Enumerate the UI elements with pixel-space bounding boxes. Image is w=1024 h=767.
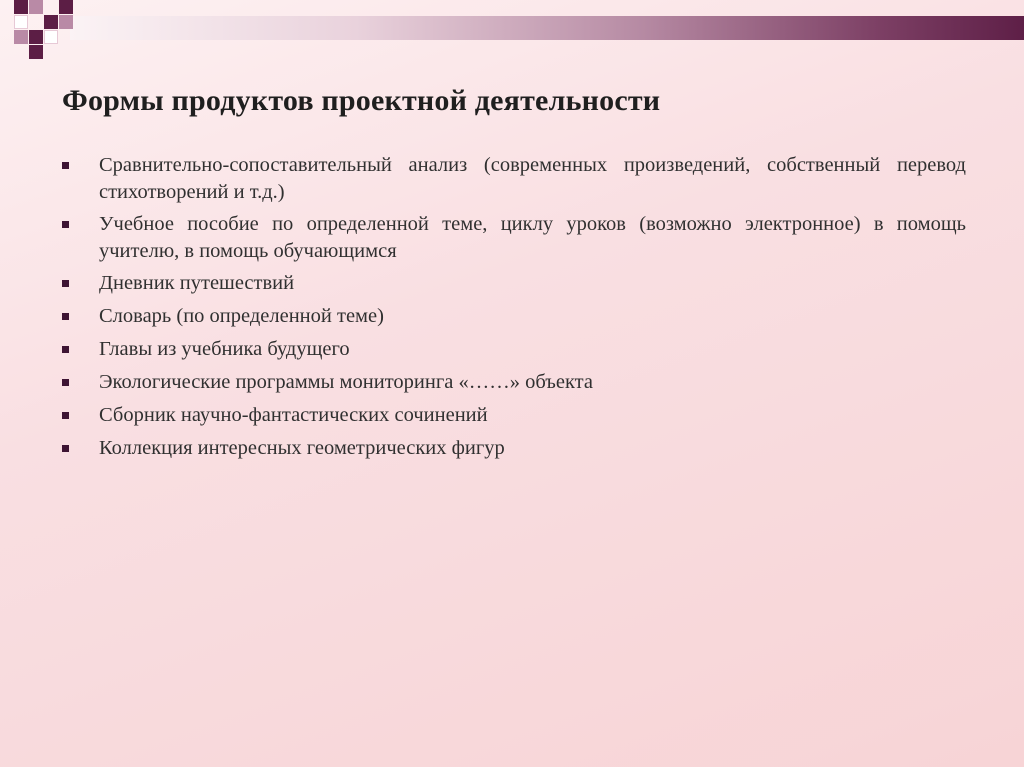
square-bullet-icon xyxy=(62,162,69,169)
bullet-list xyxy=(62,152,966,468)
list-item xyxy=(62,303,966,330)
square-bullet-icon xyxy=(62,280,69,287)
list-item xyxy=(62,152,966,206)
square-bullet-icon xyxy=(62,313,69,320)
square-bullet-icon xyxy=(62,221,69,228)
list-item-text: Дневник путешествий xyxy=(99,272,295,294)
list-item-text: Главы из учебника будущего xyxy=(99,338,350,360)
list-item xyxy=(62,435,966,462)
list-item xyxy=(62,402,966,429)
square-bullet-icon xyxy=(62,346,69,353)
square-bullet-icon xyxy=(62,412,69,419)
list-item xyxy=(62,211,966,265)
list-item-text: Учебное пособие по определенной теме, циклу уроков (возможно электронное) в помощь учителю, в помощь обучающимся xyxy=(99,213,966,262)
square-bullet-icon xyxy=(62,379,69,386)
list-item-text: Сборник научно-фантастических сочинений xyxy=(99,404,488,426)
list-item-text: Словарь (по определенной теме) xyxy=(99,305,384,327)
list-item-text: Коллекция интересных геометрических фигур xyxy=(99,437,505,459)
list-item xyxy=(62,336,966,363)
slide-title: Формы продуктов проектной деятельности xyxy=(62,84,661,117)
list-item xyxy=(62,369,966,396)
square-bullet-icon xyxy=(62,445,69,452)
list-item-text: Экологические программы мониторинга «……» объекта xyxy=(99,371,593,393)
list-item-text: Сравнительно-сопоставительный анализ (современных произведений, собственный перевод стихотворений и т.д.) xyxy=(99,154,966,203)
list-item xyxy=(62,270,966,297)
decorative-header-bar xyxy=(70,16,1024,40)
